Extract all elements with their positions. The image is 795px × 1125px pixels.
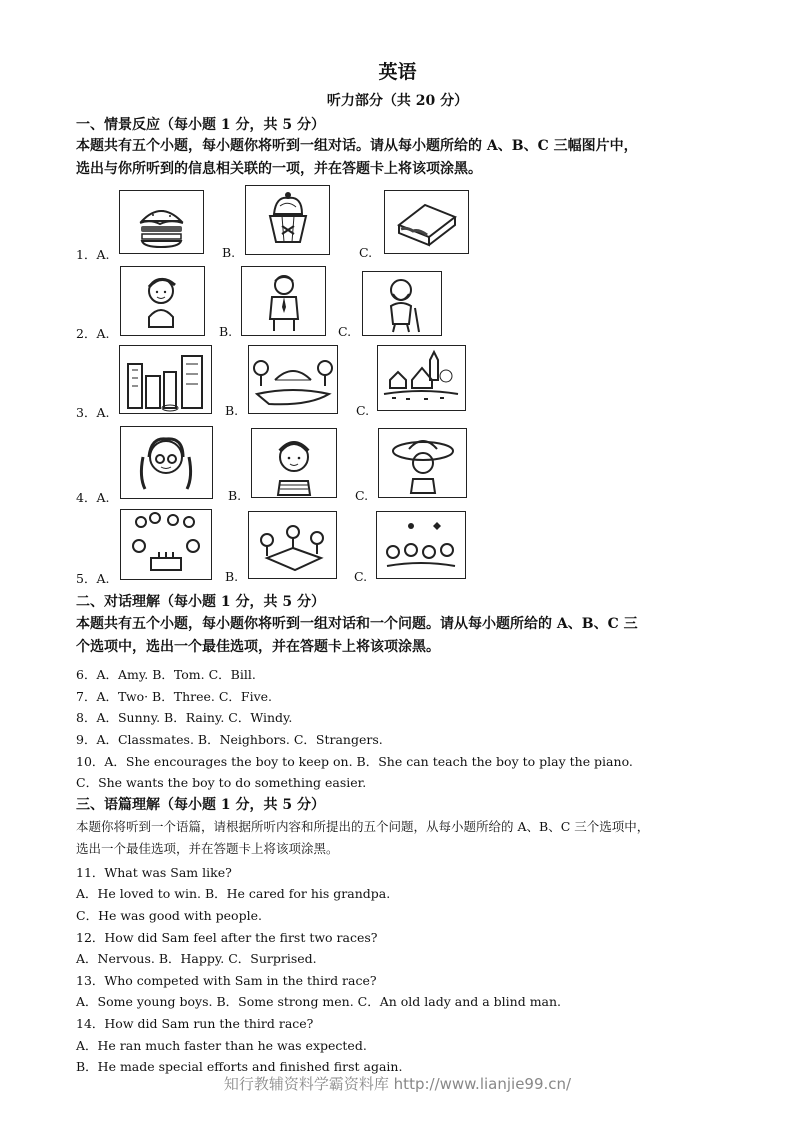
q2-option-b: B. <box>219 324 233 339</box>
q5-option-c: C. <box>354 569 368 584</box>
section2-instruction-line2: 个选项中，选出一个最佳选项，并在答题卡上将该项涂黑。 <box>76 639 440 655</box>
page-title: 英语 <box>378 61 417 83</box>
q3-option-b: B. <box>225 403 239 418</box>
girl-glasses-icon <box>120 426 213 499</box>
q10-line: 10．A．She encourages the boy to keep on. B．She can teach the boy to play the piano. <box>76 754 633 769</box>
q4-option-b: B. <box>228 488 242 503</box>
birthday-party-icon <box>120 509 212 580</box>
girl-hat-icon <box>378 428 467 498</box>
park-bridge-icon <box>248 345 338 414</box>
boy-icon <box>120 266 205 336</box>
q3-option-c: C. <box>356 403 370 418</box>
section3-instruction-line2: 选出一个最佳选项，并在答题卡上将该项涂黑。 <box>76 841 339 856</box>
q13-options-line: A．Some young boys. B．Some strong men. C．An old lady and a blind man. <box>76 994 562 1009</box>
picnic-icon <box>248 511 337 579</box>
q5-label: 5．A. <box>76 571 110 586</box>
q13-line: 13．Who competed with Sam in the third race? <box>76 973 377 988</box>
q4-option-c: C. <box>355 488 369 503</box>
q11-line: 11．What was Sam like? <box>76 865 232 880</box>
q4-label: 4．A. <box>76 490 110 505</box>
sandwich-icon <box>384 190 469 254</box>
page-subtitle: 听力部分（共 20 分） <box>326 93 469 109</box>
section1-instruction-line1: 本题共有五个小题，每小题你将听到一组对话。请从每小题所给的 A、B、C 三幅图片中， <box>76 138 638 154</box>
q11-option-c-line: C．He was good with people. <box>76 908 262 923</box>
section1-heading: 一、情景反应（每小题 1 分，共 5 分） <box>76 117 325 133</box>
q14-option-a-line: A．He ran much faster than he was expected. <box>76 1038 367 1053</box>
q1-label: 1．A. <box>76 247 110 262</box>
businessman-icon <box>241 266 326 336</box>
q10-option-c-line: C．She wants the boy to do something easier. <box>76 775 367 790</box>
q2-option-c: C. <box>338 324 352 339</box>
q3-label: 3．A. <box>76 405 110 420</box>
section2-heading: 二、对话理解（每小题 1 分，共 5 分） <box>76 594 325 610</box>
footer-watermark: 知行教辅资料学霸资料库 http://www.lianjie99.cn/ <box>223 1075 572 1093</box>
old-man-icon <box>362 271 442 336</box>
q1-option-b: B. <box>222 245 236 260</box>
section1-instruction-line2: 选出与你所听到的信息相关联的一项，并在答题卡上将该项涂黑。 <box>76 161 482 177</box>
section3-heading: 三、语篇理解（每小题 1 分，共 5 分） <box>76 797 325 813</box>
city-icon <box>119 345 212 414</box>
q6-line: 6．A．Amy. B．Tom. C．Bill. <box>76 667 256 682</box>
q12-options-line: A．Nervous. B．Happy. C．Surprised. <box>76 951 317 966</box>
cupcake-icon <box>245 185 330 255</box>
hamburger-icon <box>119 190 204 254</box>
kids-playing-icon <box>376 511 466 579</box>
q9-line: 9．A．Classmates. B．Neighbors. C．Strangers. <box>76 732 383 747</box>
village-icon <box>377 345 466 411</box>
section2-instruction-line1: 本题共有五个小题，每小题你将听到一组对话和一个问题。请从每小题所给的 A、B、C 三 <box>76 616 638 632</box>
q14-line: 14．How did Sam run the third race? <box>76 1016 314 1031</box>
q14-option-b-line: B．He made special efforts and finished first again. <box>76 1059 403 1074</box>
girl-headband-icon <box>251 428 337 498</box>
q11-options-line: A．He loved to win. B．He cared for his grandpa. <box>76 886 391 901</box>
q2-label: 2．A. <box>76 326 110 341</box>
q1-option-c: C. <box>359 245 373 260</box>
q5-option-b: B. <box>225 569 239 584</box>
q7-line: 7．A．Two· B．Three. C．Five. <box>76 689 273 704</box>
q12-line: 12．How did Sam feel after the first two races? <box>76 930 378 945</box>
q8-line: 8．A．Sunny. B．Rainy. C．Windy. <box>76 710 293 725</box>
section3-instruction-line1: 本题你将听到一个语篇，请根据所听内容和所提出的五个问题，从每小题所给的 A、B、C 三个选项中， <box>76 819 650 834</box>
